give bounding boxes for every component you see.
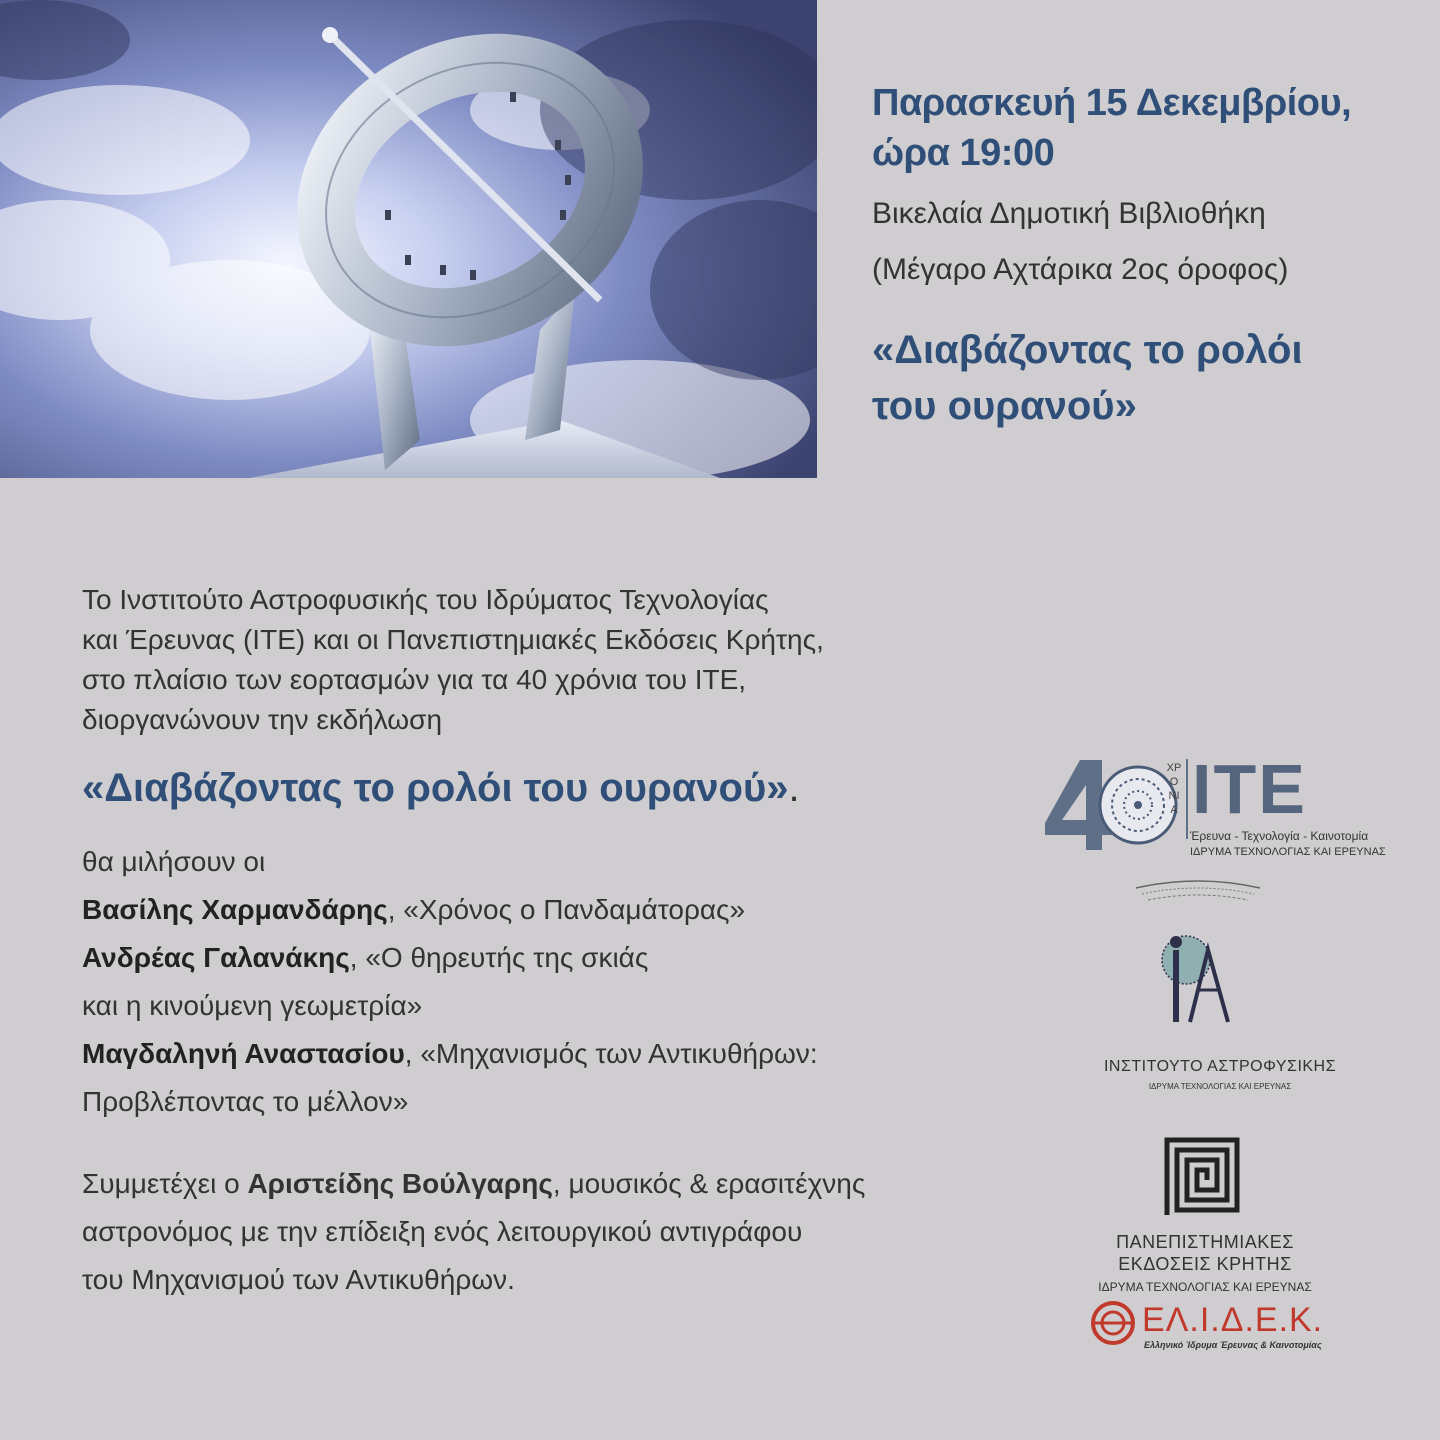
pek-line1: ΠΑΝΕΠΙΣΤΗΜΙΑΚΕΣ bbox=[1116, 1232, 1294, 1252]
participation-line: αστρονόμος με την επίδειξη ενός λειτουργικού αντιγράφου bbox=[82, 1216, 803, 1247]
intro-line: στο πλαίσιο των εορτασμών για τα 40 χρόνια του ΙΤΕ, bbox=[82, 664, 747, 695]
participation-suffix: , μουσικός & ερασιτέχνης bbox=[552, 1168, 866, 1199]
speaker-talk: και η κινούμενη γεωμετρία» bbox=[82, 990, 423, 1021]
forty-years-mark bbox=[1040, 755, 1180, 855]
speaker-line bbox=[82, 934, 982, 982]
intro-paragraph bbox=[82, 580, 982, 740]
elidek-name: ΕΛ.Ι.Δ.Ε.Κ. bbox=[1142, 1301, 1324, 1339]
venue-name: Βικελαία Δημοτική Βιβλιοθήκη bbox=[872, 197, 1266, 230]
event-title-text: «Διαβάζοντας το ρολόι του ουρανού» bbox=[82, 766, 789, 810]
intro-line: και Έρευνας (ΙΤΕ) και οι Πανεπιστημιακές Εκδόσεις Κρήτης, bbox=[82, 624, 824, 655]
elidek-logo bbox=[1090, 1300, 1370, 1360]
ite-tagline: Έρευνα - Τεχνολογία - Καινοτομία bbox=[1190, 829, 1369, 843]
event-title-main bbox=[82, 760, 982, 816]
astrophysics-mark bbox=[1128, 880, 1268, 1030]
event-title-dot: . bbox=[788, 766, 800, 810]
participation-line: του Μηχανισμού των Αντικυθήρων. bbox=[82, 1264, 515, 1295]
venue-detail: (Μέγαρο Αχτάρικα 2ος όροφος) bbox=[872, 253, 1289, 286]
speaker-name: Μαγδαληνή Αναστασίου bbox=[82, 1038, 405, 1069]
event-date: Παρασκευή 15 Δεκεμβρίου, bbox=[872, 82, 1352, 124]
ite-acronym: ΙΤΕ bbox=[1192, 750, 1307, 828]
crete-university-press-logo bbox=[1040, 1130, 1400, 1310]
participant-name: Αριστείδης Βούλγαρης bbox=[247, 1168, 553, 1199]
participation-line bbox=[82, 1160, 982, 1208]
body-text bbox=[82, 580, 982, 1304]
event-info bbox=[872, 78, 1412, 434]
speaker-talk: , «Μηχανισμός των Αντικυθήρων: bbox=[404, 1038, 818, 1069]
pek-org: ΙΔΡΥΜΑ ΤΕΧΝΟΛΟΓΙΑΣ ΚΑΙ ΕΡΕΥΝΑΣ bbox=[1098, 1280, 1312, 1294]
event-title-top bbox=[872, 322, 1412, 434]
speaker-line bbox=[82, 982, 982, 1030]
ite-org: ΙΔΡΥΜΑ ΤΕΧΝΟΛΟΓΙΑΣ ΚΑΙ ΕΡΕΥΝΑΣ bbox=[1190, 846, 1386, 858]
speaker-name: Βασίλης Χαρμανδάρης bbox=[82, 894, 388, 925]
xronia-label: ΧΡΟΝΙΑ bbox=[1166, 762, 1182, 816]
event-title-line1: «Διαβάζοντας το ρολόι bbox=[872, 328, 1303, 372]
ite-40-logo bbox=[1040, 750, 1386, 865]
event-time: ώρα 19:00 bbox=[872, 132, 1055, 174]
event-venue bbox=[872, 186, 1412, 298]
pek-line2: ΕΚΔΟΣΕΙΣ ΚΡΗΤΗΣ bbox=[1118, 1254, 1292, 1274]
speaker-line bbox=[82, 1078, 982, 1126]
elidek-emblem bbox=[1090, 1300, 1136, 1346]
event-title-line2: του ουρανού» bbox=[872, 384, 1137, 428]
speaker-line bbox=[82, 886, 982, 934]
intro-line: Το Ινστιτούτο Αστροφυσικής του Ιδρύματος Τεχνολογίας bbox=[82, 584, 769, 615]
intro-line: διοργανώνουν την εκδήλωση bbox=[82, 704, 443, 735]
sundial-illustration bbox=[0, 0, 817, 478]
astrophysics-institute-logo bbox=[1040, 880, 1370, 1100]
elidek-tagline: Ελληνικό Ίδρυμα Έρευνας & Καινοτομίας bbox=[1144, 1340, 1322, 1350]
speaker-talk: Προβλέποντας το μέλλον» bbox=[82, 1086, 409, 1117]
labyrinth-icon bbox=[1157, 1130, 1247, 1220]
speakers-intro: θα μιλήσουν οι bbox=[82, 846, 266, 877]
astro-name: ΙΝΣΤΙΤΟΥΤΟ ΑΣΤΡΟΦΥΣΙΚΗΣ bbox=[1103, 1058, 1336, 1075]
speakers-list bbox=[82, 838, 982, 1126]
speaker-talk: , «Ο θηρευτής της σκιάς bbox=[349, 942, 649, 973]
speaker-name: Ανδρέας Γαλανάκης bbox=[82, 942, 350, 973]
hero-sundial-image bbox=[0, 0, 817, 478]
participation-paragraph bbox=[82, 1160, 982, 1304]
speaker-talk: , «Χρόνος ο Πανδαμάτορας» bbox=[387, 894, 746, 925]
divider bbox=[1186, 759, 1188, 839]
participation-prefix: Συμμετέχει ο bbox=[82, 1168, 248, 1199]
speaker-line bbox=[82, 1030, 982, 1078]
astro-org: ΙΔΡΥΜΑ ΤΕΧΝΟΛΟΓΙΑΣ ΚΑΙ ΕΡΕΥΝΑΣ bbox=[1148, 1082, 1292, 1091]
